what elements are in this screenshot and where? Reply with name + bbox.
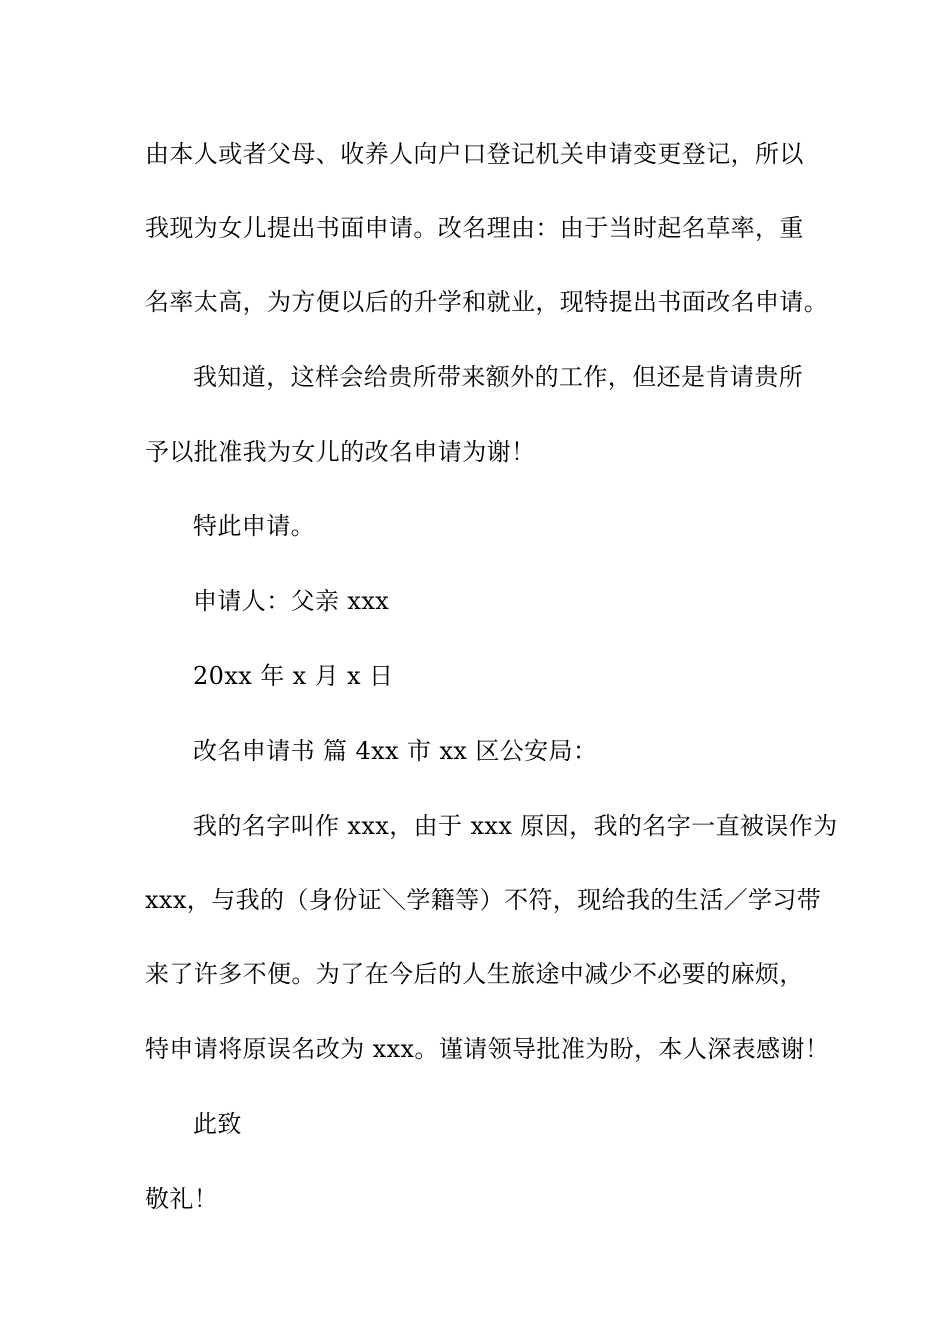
section-heading-line: 改名申请书 篇 4xx 市 xx 区公安局： [193,737,598,765]
body-line-5: 予以批准我为女儿的改名申请为谢！ [145,438,536,466]
salutation-line: 此致 [193,1110,242,1138]
body-line-4: 我知道，这样会给贵所带来额外的工作，但还是肯请贵所 [193,363,803,391]
body-line-2: 我现为女儿提出书面申请。改名理由：由于当时起名草率，重 [145,214,804,242]
applicant-line: 申请人：父亲 xxx [193,587,390,615]
body-line-1: 由本人或者父母、收养人向户口登记机关申请变更登记，所以 [145,140,804,168]
regards-line: 敬礼！ [145,1185,219,1213]
body-line-3: 名率太高，为方便以后的升学和就业，现特提出书面改名申请。 [145,288,829,316]
closing-request-line: 特此申请。 [193,512,315,540]
body-line-10: 我的名字叫作 xxx，由于 xxx 原因，我的名字一直被误作为 [193,812,838,840]
date-line: 20xx 年 x 月 x 日 [193,662,394,690]
body-line-12: 来了许多不便。为了在今后的人生旅途中减少不必要的麻烦， [145,960,804,988]
body-line-11: xxx，与我的（身份证＼学籍等）不符，现给我的生活／学习带 [145,886,822,914]
body-line-13: 特申请将原误名改为 xxx。谨请领导批准为盼，本人深表感谢！ [145,1035,830,1063]
